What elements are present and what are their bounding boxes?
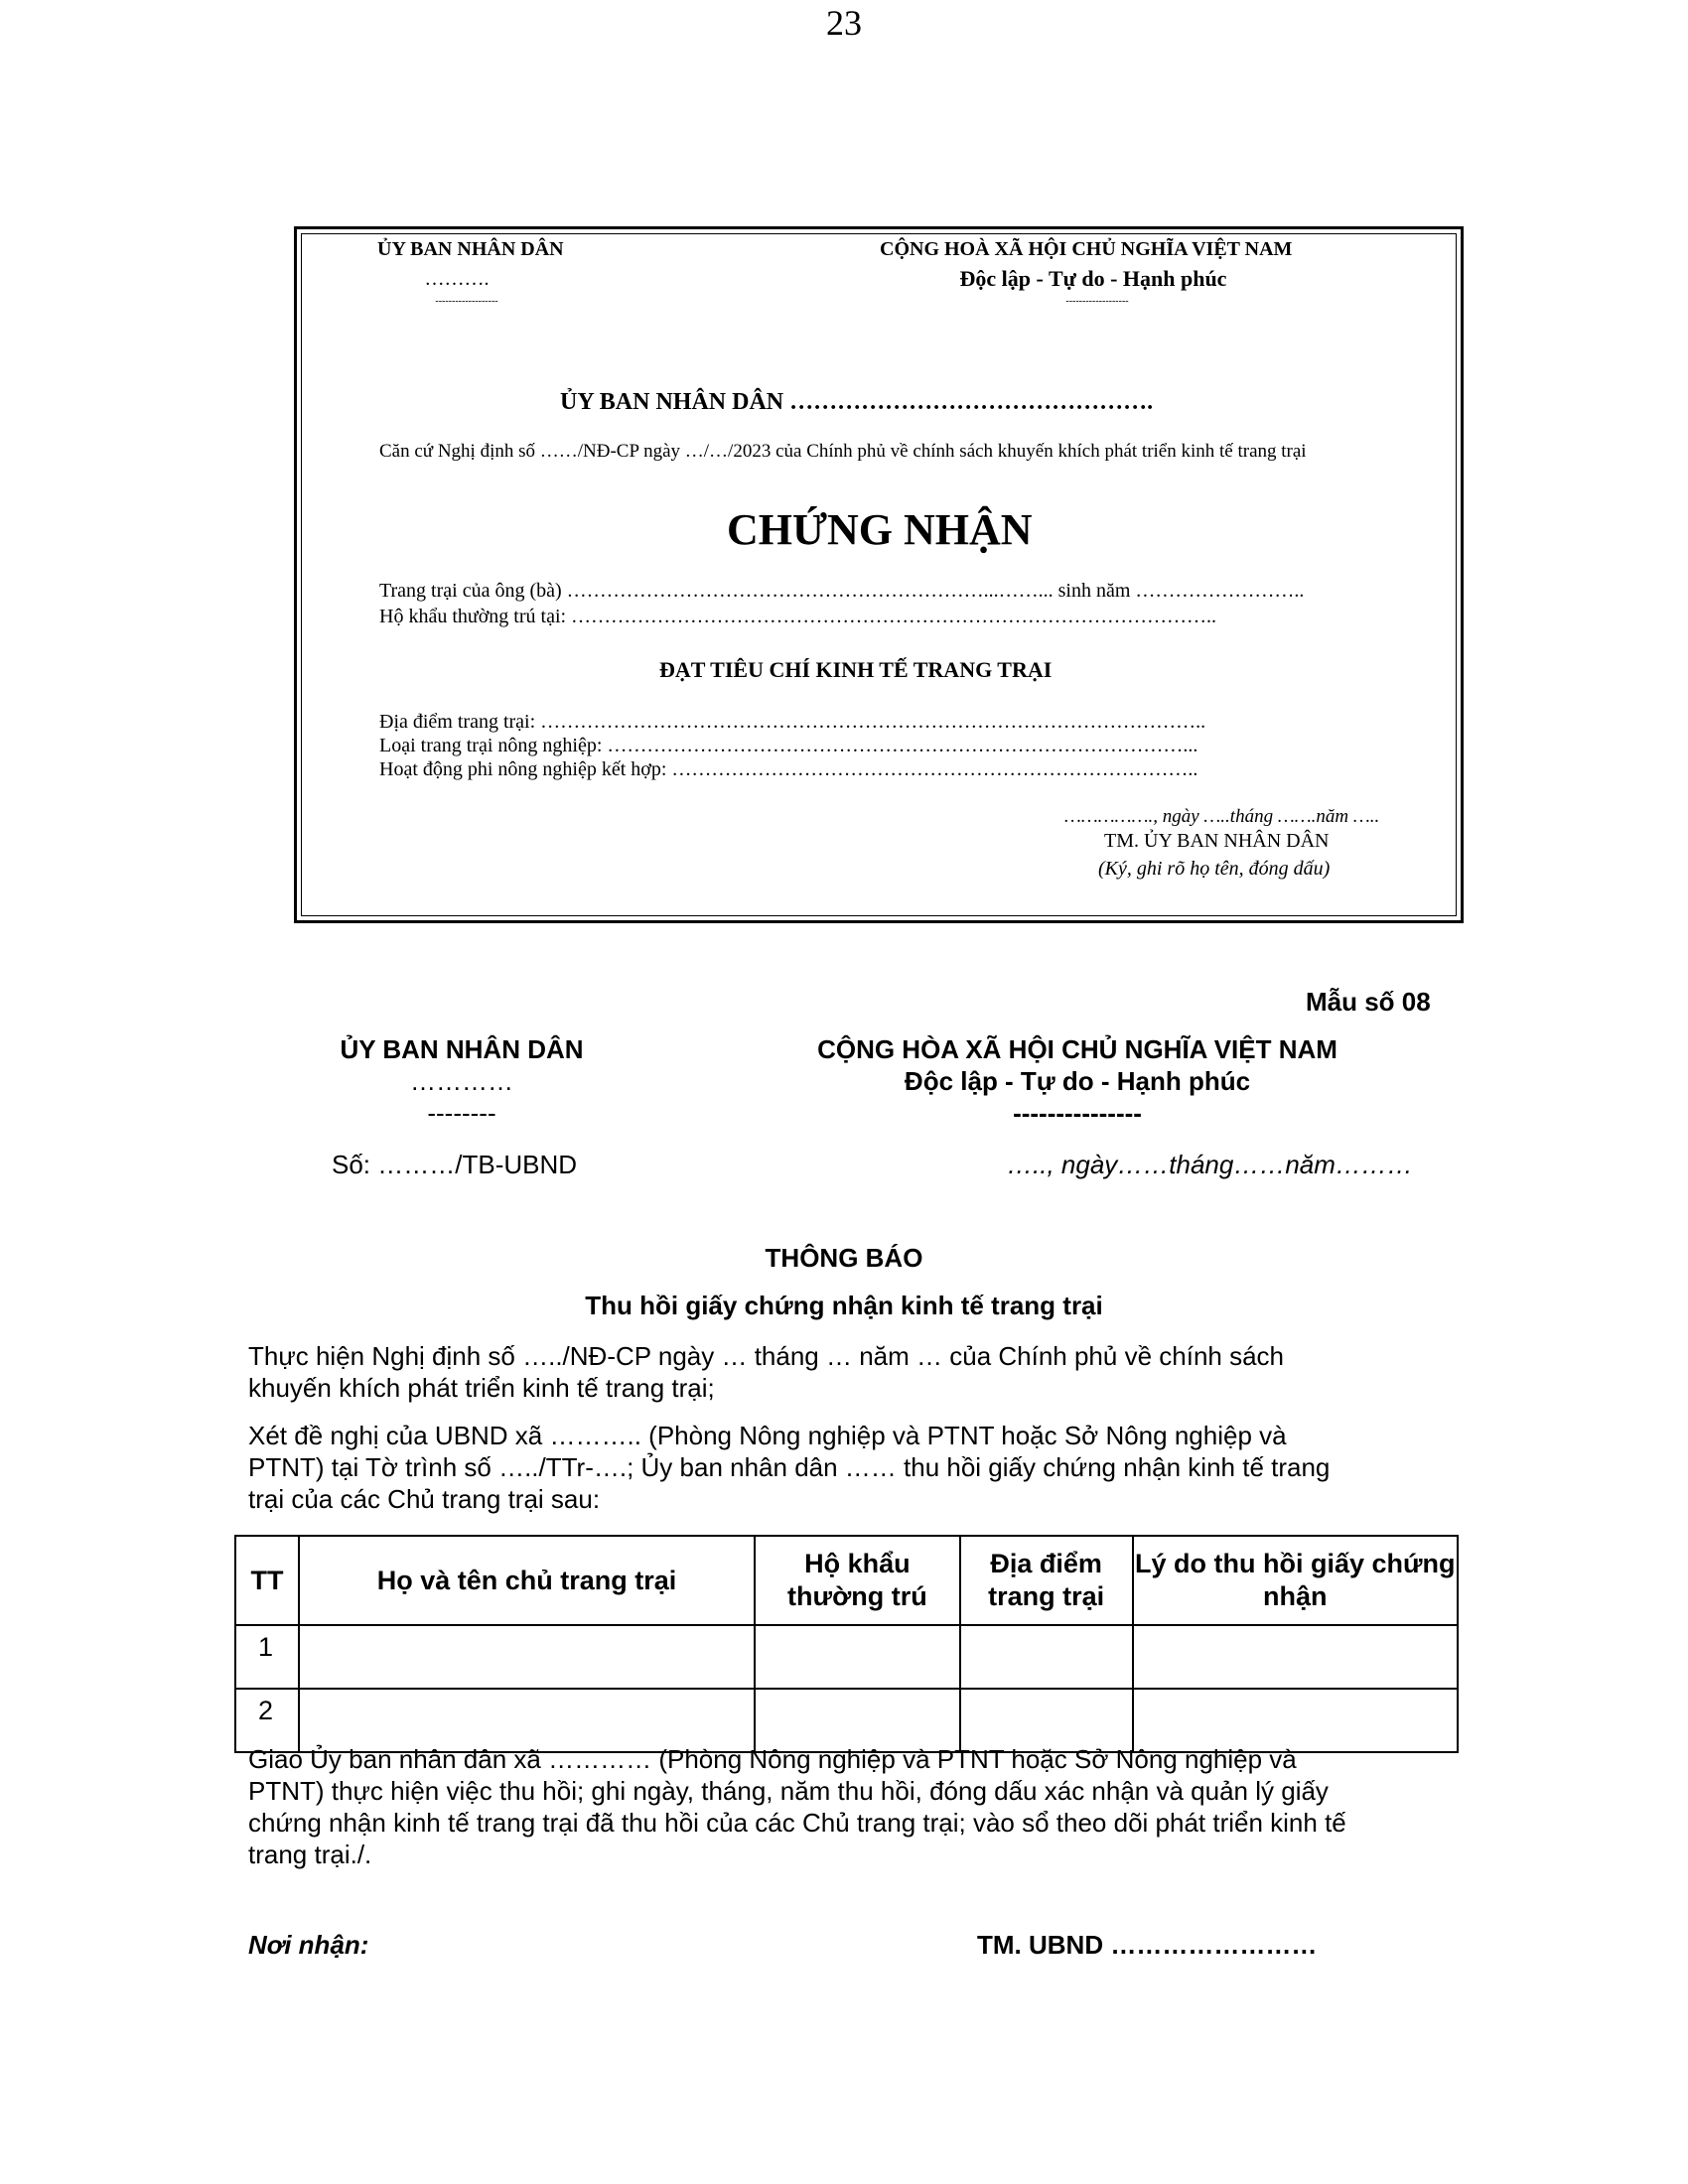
column-header-owner-name: Họ và tên chủ trang trại <box>299 1536 755 1625</box>
table-cell <box>299 1625 755 1689</box>
certificate-sign-note: (Ký, ghi rõ họ tên, đóng dấu) <box>1098 858 1331 880</box>
table-cell <box>960 1625 1133 1689</box>
certificate-issuer: ỦY BAN NHÂN DÂN ………………………………………. <box>560 389 1154 415</box>
table-row <box>235 1625 1458 1689</box>
certificate-title: CHỨNG NHẬN <box>727 505 1033 554</box>
certificate-motto: Độc lập - Tự do - Hạnh phúc <box>959 266 1227 291</box>
certificate-criteria: ĐẠT TIÊU CHÍ KINH TẾ TRANG TRẠI <box>659 657 1053 682</box>
form-motto-rule: --------------- <box>1013 1098 1142 1128</box>
table-cell <box>755 1625 960 1689</box>
certificate-owner-line: Trang trại của ông (bà) ………………………………………………………...……... sinh năm …………………….. <box>379 580 1305 602</box>
paragraph-line: PTNT) thực hiện việc thu hồi; ghi ngày, tháng, năm thu hồi, đóng dấu xác nhận và quản lý giấy <box>248 1776 1329 1806</box>
form-number: Mẫu số 08 <box>1306 987 1431 1017</box>
paragraph-line: Thực hiện Nghị định số …../NĐ-CP ngày … tháng … năm … của Chính phủ về chính sách <box>248 1341 1285 1371</box>
form-document-number: Số: ………/TB-UBND <box>332 1150 578 1179</box>
table-cell-tt: 1 <box>235 1625 299 1689</box>
certificate-farm-type-line: Loại trang trại nông nghiệp: ……………………………………………………………………………... <box>379 735 1198 756</box>
form-document-type: THÔNG BÁO <box>765 1243 923 1273</box>
paragraph-line: trại của các Chủ trang trại sau: <box>248 1484 601 1514</box>
form-paragraph-assignment <box>248 1743 1460 1870</box>
column-header-recall-reason: Lý do thu hồi giấy chứng nhận <box>1133 1536 1458 1625</box>
certificate-location-line: Địa điểm trang trại: ……………………………………………………………………………………….. <box>379 711 1206 733</box>
certificate-non-agri-line: Hoạt động phi nông nghiệp kết hợp: …………………………………………………………………….. <box>379 758 1198 780</box>
certificate-residence-line: Hộ khẩu thường trú tại: …………………………………………………………………………………….. <box>379 606 1217 627</box>
form-motto: Độc lập - Tự do - Hạnh phúc <box>904 1066 1251 1096</box>
certificate-signer: TM. ỦY BAN NHÂN DÂN <box>1104 830 1330 852</box>
paragraph-line: khuyến khích phát triển kinh tế trang trại; <box>248 1373 715 1403</box>
table-cell-tt: 2 <box>235 1689 299 1752</box>
certificate-org-dots: ………. <box>424 268 490 290</box>
certificate-org-rule: ------------------- <box>435 296 498 307</box>
form-nation: CỘNG HÒA XÃ HỘI CHỦ NGHĨA VIỆT NAM <box>817 1034 1337 1064</box>
form-org-name: ỦY BAN NHÂN DÂN <box>340 1034 584 1064</box>
table-cell <box>1133 1625 1458 1689</box>
certificate-date-line: ……………., ngày …..tháng …….năm ….. <box>1064 806 1380 827</box>
paragraph-line: PTNT) tại Tờ trình số …../TTr-….; Ủy ban nhân dân …… thu hồi giấy chứng nhận kinh tế trang <box>248 1452 1331 1482</box>
recall-table <box>234 1535 1459 1753</box>
form-org-dots: ………… <box>410 1066 513 1096</box>
certificate-motto-rule: ------------------- <box>1065 296 1129 307</box>
paragraph-line: Giao Ủy ban nhân dân xã ………… (Phòng Nông nghiệp và PTNT hoặc Sở Nông nghiệp và <box>248 1744 1297 1774</box>
form-paragraph-proposal <box>248 1420 1460 1515</box>
table-header-row <box>235 1536 1458 1625</box>
form-org-rule: -------- <box>427 1098 496 1128</box>
form-date-line: ….., ngày……tháng……năm……… <box>1007 1150 1413 1179</box>
recipients-label: Nơi nhận: <box>248 1930 369 1960</box>
paragraph-line: trang trại./. <box>248 1840 372 1869</box>
form-subject: Thu hồi giấy chứng nhận kinh tế trang trại <box>585 1291 1103 1320</box>
column-header-tt: TT <box>235 1536 299 1625</box>
paragraph-line: chứng nhận kinh tế trang trại đã thu hồi của các Chủ trang trại; vào sổ theo dõi phát triển kinh tế <box>248 1808 1346 1838</box>
certificate-legal-basis: Căn cứ Nghị định số ……/NĐ-CP ngày …/…/2023 của Chính phủ về chính sách khuyến khích phát triển kinh tế trang trại <box>379 441 1307 462</box>
form-paragraph-decree <box>248 1340 1460 1404</box>
form-signer: TM. UBND …………………… <box>977 1930 1318 1960</box>
column-header-residence: Hộ khẩu thường trú <box>755 1536 960 1625</box>
paragraph-line: Xét đề nghị của UBND xã ……….. (Phòng Nông nghiệp và PTNT hoặc Sở Nông nghiệp và <box>248 1421 1287 1450</box>
page-number: 23 <box>826 3 862 43</box>
column-header-farm-location: Địa điểm trang trại <box>960 1536 1133 1625</box>
certificate-nation: CỘNG HOÀ XÃ HỘI CHỦ NGHĨA VIỆT NAM <box>880 238 1293 260</box>
certificate-org-name: ỦY BAN NHÂN DÂN <box>377 238 564 260</box>
